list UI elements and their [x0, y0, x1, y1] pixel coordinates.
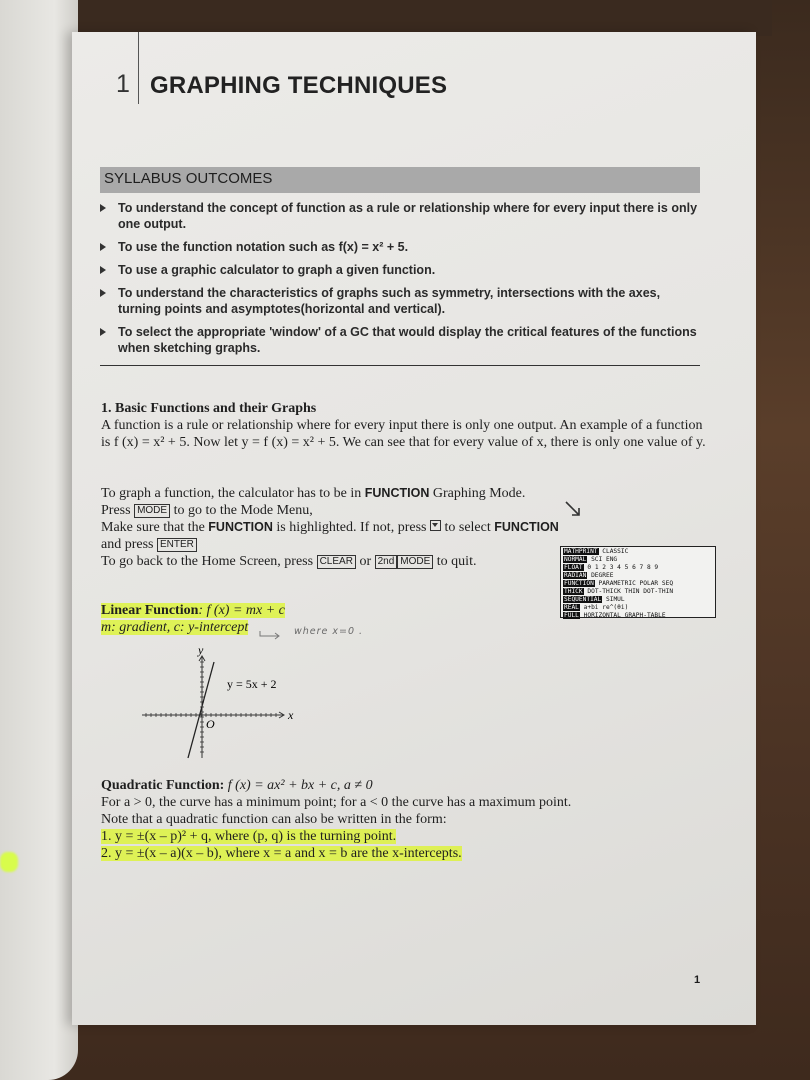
highlighter-smudge: [0, 852, 18, 872]
quadratic-form-1: 1. y = ±(x – p)² + q, where (p, q) is the turning point.: [101, 829, 397, 844]
instruction-line: Make sure that the FUNCTION is highlighted. If not, press to select FUNCTION: [101, 520, 559, 535]
mode-key: MODE: [134, 504, 170, 518]
quadratic-title-line: [101, 777, 711, 794]
equation-label: y = 5x + 2: [227, 677, 277, 691]
linear-function-line: [101, 602, 711, 619]
linear-function-sub: m: gradient, c: y-intercept: [101, 620, 249, 635]
outcome-item: [100, 200, 700, 232]
enter-key: ENTER: [157, 538, 197, 552]
calc-row: RADIAN DEGREE: [564, 572, 614, 579]
bullet-icon: [100, 266, 106, 274]
instruction-line: To graph a function, the calculator has to be in FUNCTION Graphing Mode.: [101, 486, 526, 501]
bullet-icon: [100, 289, 106, 297]
calc-row: MATHPRINT CLASSIC: [564, 548, 629, 555]
outcome-text: To understand the characteristics of graphs such as symmetry, intersections with the axes, turning points and asymptotes(horizontal and vertical).: [118, 286, 661, 316]
calc-row: REAL a+bi re^(θi): [564, 604, 629, 611]
calc-row: THICK DOT-THICK THIN DOT-THIN: [564, 588, 674, 595]
y-axis-label: y: [198, 644, 204, 657]
background-shadow: [72, 0, 772, 36]
graph-line: [188, 662, 214, 758]
quadratic-line: For a > 0, the curve has a minimum point; for a < 0 the curve has a maximum point.: [101, 795, 572, 810]
calc-row: NORMAL SCI ENG: [564, 556, 618, 563]
section-paragraph: A function is a rule or relationship where for every input there is only one output. An example of a function is f (x) = x² + 5. Now let y = f (x) = x² + 5. We can see that for every value of x, there is only one value of y.: [101, 418, 706, 450]
second-key: 2nd: [375, 555, 398, 569]
calc-row: FUNCTION PARAMETRIC POLAR SEQ: [564, 580, 674, 587]
handwritten-hook-arrow-icon: [258, 630, 284, 640]
outcome-text: To use the function notation such as f(x) = x² + 5.: [118, 240, 409, 254]
outcome-item: [100, 262, 700, 278]
syllabus-outcomes-header: [100, 167, 700, 193]
handwritten-arrow-icon: [564, 500, 584, 520]
calc-row: SEQUENTIAL SIMUL: [564, 596, 625, 603]
linear-function-formula: : f (x) = mx + c: [198, 603, 285, 618]
down-arrow-key-icon: [430, 520, 441, 531]
quadratic-line: Note that a quadratic function can also be written in the form:: [101, 812, 447, 827]
linear-function-block: [101, 602, 711, 636]
outcome-item: [100, 324, 700, 356]
outcomes-list: [100, 200, 700, 363]
chapter-title: GRAPHING TECHNIQUES: [150, 72, 448, 99]
calc-row: FULL HORIZONTAL GRAPH-TABLE: [564, 612, 666, 619]
outcome-text: To understand the concept of function as a rule or relationship where for every input there is only one output.: [118, 201, 698, 231]
quadratic-function-block: [101, 777, 711, 862]
clear-key: CLEAR: [317, 555, 356, 569]
instruction-line: To go back to the Home Screen, press CLEAR or 2nd MODE to quit.: [101, 554, 477, 569]
linear-graph: [132, 644, 322, 764]
quadratic-title: Quadratic Function:: [101, 778, 225, 793]
outcome-text: To use a graphic calculator to graph a given function.: [118, 263, 436, 277]
quadratic-form-2: 2. y = ±(x – a)(x – b), where x = a and x = b are the x-intercepts.: [101, 846, 462, 861]
instruction-line: Press MODE to go to the Mode Menu,: [101, 503, 313, 518]
bullet-icon: [100, 204, 106, 212]
page-number: 1: [694, 974, 701, 986]
outcome-item: [100, 239, 700, 255]
calc-row: FLOAT 0 1 2 3 4 5 6 7 8 9: [564, 564, 659, 571]
origin-label: O: [206, 717, 215, 731]
section-divider: [100, 365, 700, 366]
chapter-divider-line: [138, 32, 139, 104]
outcome-text: To select the appropriate 'window' of a GC that would display the critical features of the functions when sketching graphs.: [118, 325, 697, 355]
x-axis-label: x: [288, 708, 294, 722]
section-title: 1. Basic Functions and their Graphs: [101, 401, 317, 416]
left-page-edge: [0, 0, 78, 1080]
chapter-number: 1: [116, 70, 130, 98]
instruction-line: and press ENTER: [101, 536, 711, 553]
quadratic-formula: f (x) = ax² + bx + c, a ≠ 0: [224, 778, 373, 793]
mode-key: MODE: [397, 555, 433, 569]
bullet-icon: [100, 243, 106, 251]
linear-function-label: Linear Function: [101, 603, 199, 618]
bullet-icon: [100, 328, 106, 336]
document-page: [72, 32, 756, 1025]
outcome-item: [100, 285, 700, 317]
syllabus-outcomes-heading: SYLLABUS OUTCOMES: [104, 170, 273, 187]
handwritten-note: where x=0 .: [294, 626, 364, 637]
